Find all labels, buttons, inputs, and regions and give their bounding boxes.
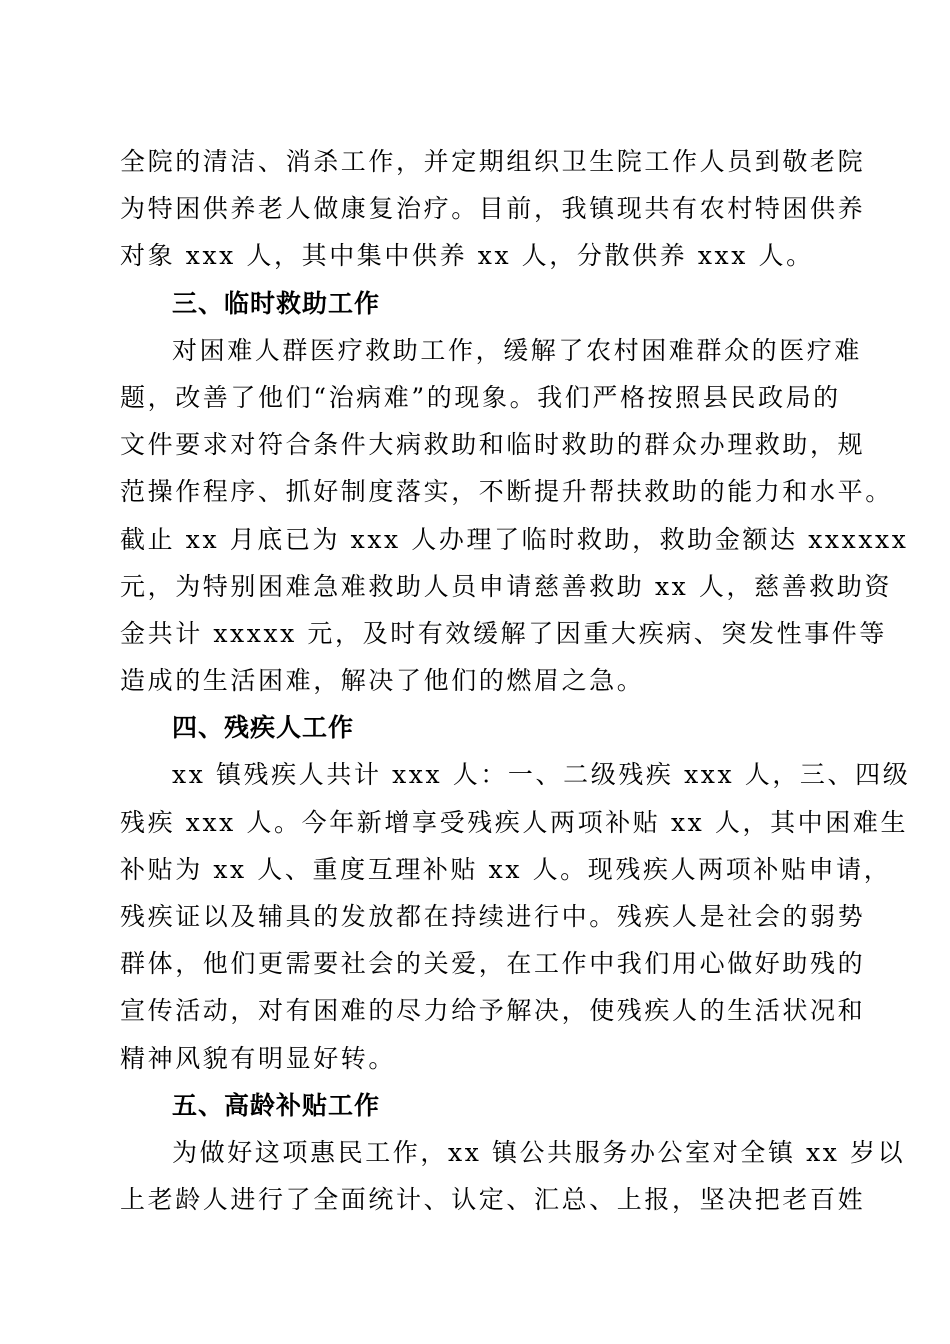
section-heading: 三、临时救助工作 <box>172 288 381 318</box>
paragraph-line: 群体，他们更需要社会的关爱，在工作中我们用心做好助残的 <box>120 949 866 979</box>
paragraph-line: 为特困供养老人做康复治疗。目前，我镇现共有农村特困供养 <box>120 194 866 224</box>
paragraph-line: 对象 xxx 人，其中集中供养 xx 人，分散供养 xxx 人。 <box>120 241 814 271</box>
paragraph-line: 文件要求对符合条件大病救助和临时救助的群众办理救助，规 <box>120 430 866 460</box>
paragraph-line: 为做好这项惠民工作，xx 镇公共服务办公室对全镇 xx 岁以 <box>172 1137 906 1167</box>
paragraph-line: 对困难人群医疗救助工作，缓解了农村困难群众的医疗难 <box>172 335 863 365</box>
section-heading: 五、高龄补贴工作 <box>172 1090 381 1120</box>
section-heading: 四、残疾人工作 <box>172 713 355 743</box>
paragraph-line: 精神风貌有明显好转。 <box>120 1043 397 1073</box>
paragraph-line: xx 镇残疾人共计 xxx 人：一、二级残疾 xxx 人，三、四级 <box>172 760 911 790</box>
paragraph-line: 残疾 xxx 人。今年新增享受残疾人两项补贴 xx 人，其中困难生 <box>120 807 909 837</box>
paragraph-line: 造成的生活困难，解决了他们的燃眉之急。 <box>120 666 645 696</box>
paragraph-line: 题，改善了他们“治病难”的现象。我们严格按照县民政局的 <box>120 382 841 412</box>
paragraph-line: 全院的清洁、消杀工作，并定期组织卫生院工作人员到敬老院 <box>120 147 866 176</box>
document-body <box>120 138 911 1223</box>
paragraph-line: 范操作程序、抓好制度落实，不断提升帮扶救助的能力和水平。 <box>120 477 893 507</box>
paragraph-line: 残疾证以及辅具的发放都在持续进行中。残疾人是社会的弱势 <box>120 902 866 931</box>
paragraph-line: 金共计 xxxxx 元，及时有效缓解了因重大疾病、突发性事件等 <box>120 618 887 648</box>
paragraph-line: 宣传活动，对有困难的尽力给予解决，使残疾人的生活状况和 <box>120 996 866 1026</box>
paragraph-line: 元，为特别困难急难救助人员申请慈善救助 xx 人，慈善救助资 <box>120 571 893 601</box>
paragraph-line: 截止 xx 月底已为 xxx 人办理了临时救助，救助金额达 xxxxxx <box>120 524 909 554</box>
paragraph-line: 上老龄人进行了全面统计、认定、汇总、上报，坚决把老百姓 <box>120 1185 866 1215</box>
paragraph-line: 补贴为 xx 人、重度互理补贴 xx 人。现残疾人两项补贴申请， <box>120 854 892 884</box>
